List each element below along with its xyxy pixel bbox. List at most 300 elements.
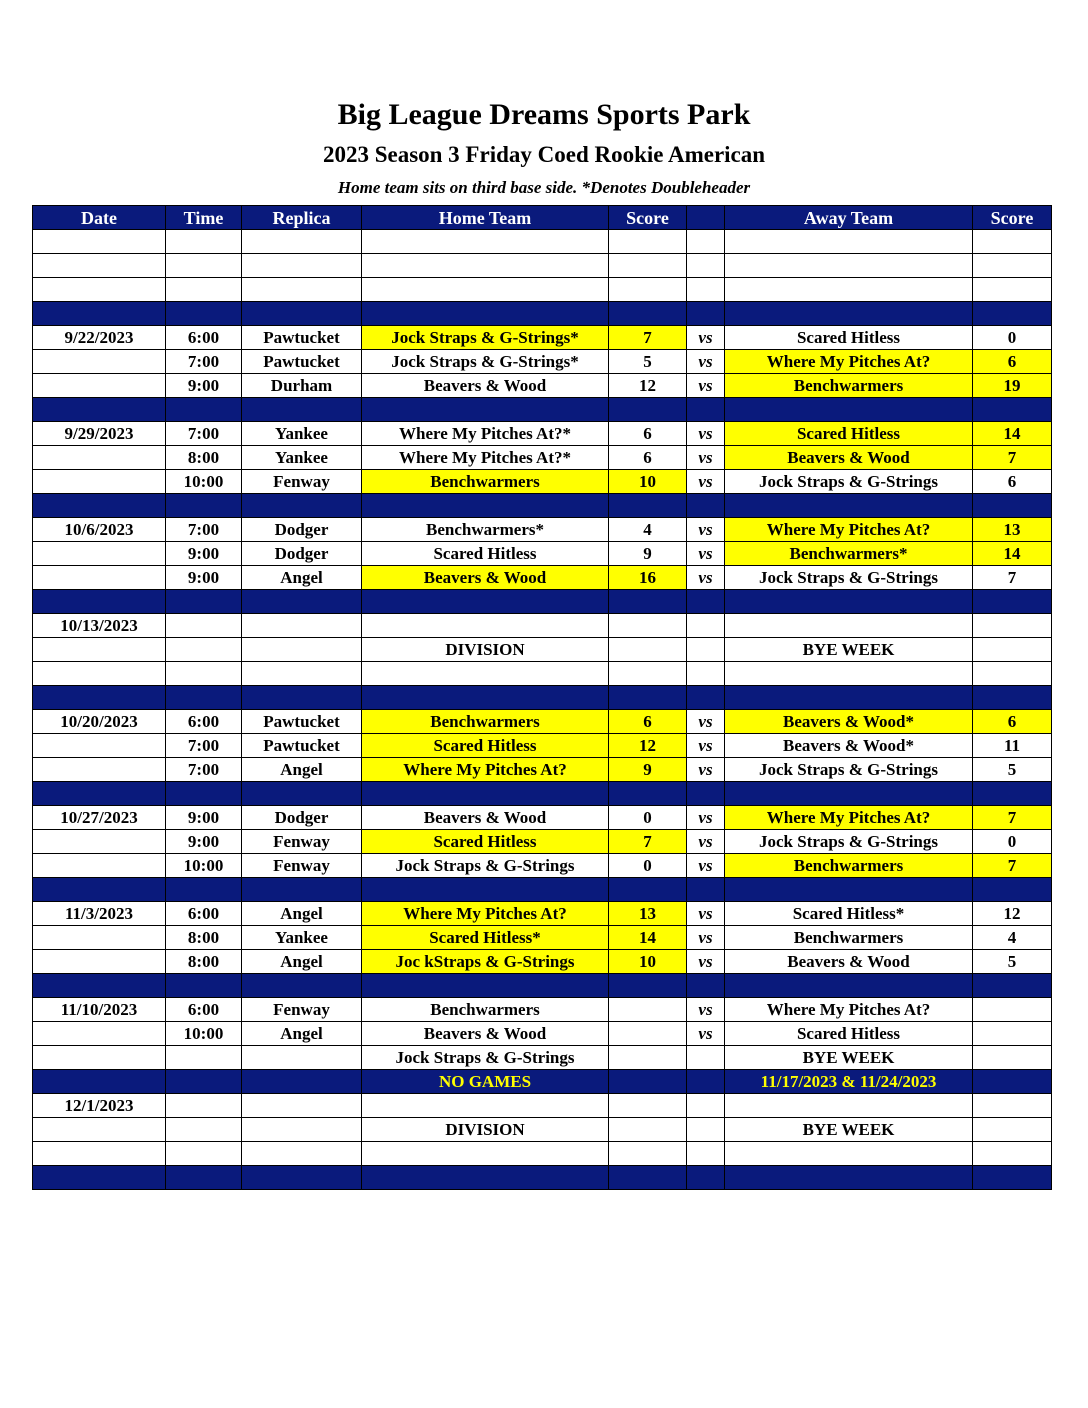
- game-row: [33, 1118, 1052, 1142]
- away-score-cell: [973, 1046, 1052, 1070]
- schedule-note: Home team sits on third base side. *Denotes Doubleheader: [337, 178, 751, 197]
- time-cell: 6:00: [166, 902, 242, 926]
- separator-home-score-cell: [609, 878, 687, 902]
- away-score-cell: 6: [973, 470, 1052, 494]
- schedule-body: [33, 230, 1052, 1190]
- blank-away-score-cell: [973, 230, 1052, 254]
- column-header-home-score: Score: [609, 206, 687, 230]
- home-score-cell: 7: [609, 326, 687, 350]
- away-team-cell: Jock Straps & G-Strings: [725, 566, 973, 590]
- away-score-cell: 4: [973, 926, 1052, 950]
- separator-row: [33, 974, 1052, 998]
- blank-home-score-cell: [609, 662, 687, 686]
- separator-away-team-cell: [725, 302, 973, 326]
- vs-cell: vs: [687, 998, 725, 1022]
- separator-row: [33, 590, 1052, 614]
- away-team-cell: Scared Hitless: [725, 422, 973, 446]
- separator-home-score-cell: [609, 782, 687, 806]
- separator-date-cell: [33, 878, 166, 902]
- away-team-cell: Beavers & Wood*: [725, 710, 973, 734]
- separator-away-score-cell: [973, 1166, 1052, 1190]
- date-cell: [33, 830, 166, 854]
- game-row: [33, 758, 1052, 782]
- home-team-cell: Benchwarmers: [362, 998, 609, 1022]
- away-team-cell: Jock Straps & G-Strings: [725, 830, 973, 854]
- separator-away-score-cell: [973, 398, 1052, 422]
- schedule-table: [32, 205, 1052, 1190]
- vs-cell: [687, 614, 725, 638]
- vs-cell: vs: [687, 326, 725, 350]
- blank-replica-cell: [242, 1142, 362, 1166]
- home-team-cell: Scared Hitless: [362, 542, 609, 566]
- date-cell: 10/13/2023: [33, 614, 166, 638]
- time-cell: 8:00: [166, 446, 242, 470]
- separator-home-score-cell: [609, 686, 687, 710]
- date-cell: 10/20/2023: [33, 710, 166, 734]
- game-row: [33, 326, 1052, 350]
- home-team-cell: Benchwarmers: [362, 710, 609, 734]
- separator-date-cell: [33, 302, 166, 326]
- separator-home-score-cell: [609, 1166, 687, 1190]
- blank-time-cell: [166, 662, 242, 686]
- date-cell: [33, 350, 166, 374]
- blank-date-cell: [33, 230, 166, 254]
- separator-home-team-cell: [362, 974, 609, 998]
- vs-cell: vs: [687, 830, 725, 854]
- home-score-cell: 9: [609, 542, 687, 566]
- blank-replica-cell: [242, 254, 362, 278]
- time-cell: 9:00: [166, 542, 242, 566]
- separator-time-cell: [166, 398, 242, 422]
- game-row: [33, 542, 1052, 566]
- home-team-cell: Jock Straps & G-Strings: [362, 854, 609, 878]
- blank-home-score-cell: [609, 230, 687, 254]
- game-row: [33, 806, 1052, 830]
- date-cell: [33, 950, 166, 974]
- away-score-cell: 14: [973, 542, 1052, 566]
- separator-row: [33, 782, 1052, 806]
- time-cell: 9:00: [166, 806, 242, 830]
- vs-cell: vs: [687, 734, 725, 758]
- separator-away-score-cell: [973, 494, 1052, 518]
- separator-vs-cell: [687, 782, 725, 806]
- home-score-cell: 10: [609, 470, 687, 494]
- blank-vs-cell: [687, 230, 725, 254]
- replica-cell: Pawtucket: [242, 326, 362, 350]
- separator-date-cell: [33, 398, 166, 422]
- time-cell: [166, 1118, 242, 1142]
- blank-home-team-cell: [362, 1142, 609, 1166]
- home-score-cell: 0: [609, 854, 687, 878]
- separator-replica-cell: [242, 494, 362, 518]
- game-row: [33, 446, 1052, 470]
- separator-date-cell: [33, 590, 166, 614]
- game-row: [33, 614, 1052, 638]
- separator-replica-cell: [242, 1166, 362, 1190]
- page-subtitle: 2023 Season 3 Friday Coed Rookie American: [322, 142, 766, 167]
- away-team-cell: Scared Hitless: [725, 326, 973, 350]
- blank-home-score-cell: [609, 1142, 687, 1166]
- game-row: [33, 926, 1052, 950]
- blank-date-cell: [33, 662, 166, 686]
- separator-away-team-cell: [725, 974, 973, 998]
- vs-cell: vs: [687, 446, 725, 470]
- column-header-away-score: Score: [973, 206, 1052, 230]
- date-cell: 9/22/2023: [33, 326, 166, 350]
- separator-vs-cell: [687, 590, 725, 614]
- date-cell: 10/6/2023: [33, 518, 166, 542]
- separator-away-score-cell: [973, 302, 1052, 326]
- away-score-cell: 7: [973, 806, 1052, 830]
- blank-replica-cell: [242, 230, 362, 254]
- time-cell: 9:00: [166, 374, 242, 398]
- separator-away-team-cell: 11/17/2023 & 11/24/2023: [725, 1070, 973, 1094]
- separator-home-team-cell: [362, 686, 609, 710]
- separator-date-cell: [33, 782, 166, 806]
- away-score-cell: 5: [973, 758, 1052, 782]
- replica-cell: Angel: [242, 1022, 362, 1046]
- away-score-cell: 7: [973, 446, 1052, 470]
- replica-cell: Dodger: [242, 806, 362, 830]
- home-team-cell: Scared Hitless: [362, 734, 609, 758]
- date-cell: [33, 758, 166, 782]
- separator-time-cell: [166, 1070, 242, 1094]
- replica-cell: Pawtucket: [242, 734, 362, 758]
- separator-away-score-cell: [973, 590, 1052, 614]
- home-team-cell: DIVISION: [362, 1118, 609, 1142]
- vs-cell: vs: [687, 374, 725, 398]
- date-cell: 11/3/2023: [33, 902, 166, 926]
- away-team-cell: [725, 614, 973, 638]
- home-team-cell: DIVISION: [362, 638, 609, 662]
- away-team-cell: Beavers & Wood: [725, 950, 973, 974]
- separator-away-team-cell: [725, 494, 973, 518]
- vs-cell: vs: [687, 542, 725, 566]
- separator-vs-cell: [687, 878, 725, 902]
- game-row: [33, 1022, 1052, 1046]
- separator-away-score-cell: [973, 686, 1052, 710]
- column-header-away-team: Away Team: [725, 206, 973, 230]
- time-cell: [166, 1046, 242, 1070]
- replica-cell: Fenway: [242, 998, 362, 1022]
- home-score-cell: 4: [609, 518, 687, 542]
- date-cell: [33, 1046, 166, 1070]
- home-score-cell: 6: [609, 446, 687, 470]
- replica-cell: Fenway: [242, 830, 362, 854]
- time-cell: 7:00: [166, 758, 242, 782]
- vs-cell: vs: [687, 950, 725, 974]
- blank-row: [33, 230, 1052, 254]
- away-score-cell: 5: [973, 950, 1052, 974]
- blank-home-score-cell: [609, 254, 687, 278]
- separator-away-team-cell: [725, 878, 973, 902]
- blank-vs-cell: [687, 278, 725, 302]
- separator-away-score-cell: [973, 878, 1052, 902]
- vs-cell: [687, 1118, 725, 1142]
- away-score-cell: 7: [973, 566, 1052, 590]
- away-score-cell: [973, 1118, 1052, 1142]
- time-cell: 8:00: [166, 926, 242, 950]
- vs-cell: vs: [687, 926, 725, 950]
- home-team-cell: Where My Pitches At?: [362, 902, 609, 926]
- game-row: [33, 734, 1052, 758]
- time-cell: 7:00: [166, 422, 242, 446]
- away-team-cell: Scared Hitless*: [725, 902, 973, 926]
- home-team-cell: Where My Pitches At?*: [362, 446, 609, 470]
- home-team-cell: Jock Straps & G-Strings*: [362, 326, 609, 350]
- separator-home-team-cell: [362, 590, 609, 614]
- game-row: [33, 470, 1052, 494]
- vs-cell: [687, 638, 725, 662]
- separator-away-team-cell: [725, 1166, 973, 1190]
- separator-replica-cell: [242, 878, 362, 902]
- blank-row: [33, 254, 1052, 278]
- home-score-cell: 16: [609, 566, 687, 590]
- home-team-cell: Where My Pitches At?: [362, 758, 609, 782]
- game-row: [33, 950, 1052, 974]
- away-score-cell: 13: [973, 518, 1052, 542]
- separator-replica-cell: [242, 398, 362, 422]
- separator-home-team-cell: NO GAMES: [362, 1070, 609, 1094]
- home-score-cell: 14: [609, 926, 687, 950]
- date-cell: 12/1/2023: [33, 1094, 166, 1118]
- date-cell: [33, 446, 166, 470]
- away-score-cell: [973, 1094, 1052, 1118]
- away-team-cell: Beavers & Wood: [725, 446, 973, 470]
- separator-vs-cell: [687, 398, 725, 422]
- separator-replica-cell: [242, 782, 362, 806]
- replica-cell: Angel: [242, 902, 362, 926]
- separator-replica-cell: [242, 590, 362, 614]
- away-score-cell: [973, 1022, 1052, 1046]
- blank-time-cell: [166, 230, 242, 254]
- separator-home-score-cell: [609, 974, 687, 998]
- home-score-cell: [609, 1022, 687, 1046]
- blank-vs-cell: [687, 1142, 725, 1166]
- home-score-cell: [609, 998, 687, 1022]
- separator-date-cell: [33, 1070, 166, 1094]
- blank-row: [33, 662, 1052, 686]
- separator-row: [33, 1166, 1052, 1190]
- blank-row: [33, 278, 1052, 302]
- date-cell: 10/27/2023: [33, 806, 166, 830]
- game-row: [33, 854, 1052, 878]
- home-team-cell: Beavers & Wood: [362, 806, 609, 830]
- separator-time-cell: [166, 1166, 242, 1190]
- header-row: [33, 206, 1052, 230]
- home-team-cell: Scared Hitless: [362, 830, 609, 854]
- separator-away-team-cell: [725, 782, 973, 806]
- separator-home-team-cell: [362, 878, 609, 902]
- away-score-cell: 0: [973, 830, 1052, 854]
- away-score-cell: 7: [973, 854, 1052, 878]
- game-row: [33, 1094, 1052, 1118]
- blank-vs-cell: [687, 254, 725, 278]
- blank-replica-cell: [242, 278, 362, 302]
- separator-time-cell: [166, 782, 242, 806]
- home-score-cell: [609, 1094, 687, 1118]
- separator-home-team-cell: [362, 302, 609, 326]
- home-score-cell: 10: [609, 950, 687, 974]
- home-team-cell: Where My Pitches At?*: [362, 422, 609, 446]
- away-team-cell: Where My Pitches At?: [725, 518, 973, 542]
- time-cell: 6:00: [166, 710, 242, 734]
- date-cell: 9/29/2023: [33, 422, 166, 446]
- column-header-time: Time: [166, 206, 242, 230]
- away-score-cell: 11: [973, 734, 1052, 758]
- blank-date-cell: [33, 254, 166, 278]
- away-score-cell: [973, 614, 1052, 638]
- replica-cell: Yankee: [242, 926, 362, 950]
- vs-cell: vs: [687, 710, 725, 734]
- away-score-cell: 6: [973, 710, 1052, 734]
- separator-home-team-cell: [362, 398, 609, 422]
- separator-date-cell: [33, 494, 166, 518]
- home-team-cell: Benchwarmers*: [362, 518, 609, 542]
- time-cell: 7:00: [166, 518, 242, 542]
- replica-cell: Angel: [242, 950, 362, 974]
- date-cell: [33, 638, 166, 662]
- separator-row: [33, 494, 1052, 518]
- vs-cell: [687, 1094, 725, 1118]
- vs-cell: vs: [687, 518, 725, 542]
- home-team-cell: Benchwarmers: [362, 470, 609, 494]
- time-cell: 8:00: [166, 950, 242, 974]
- vs-cell: vs: [687, 470, 725, 494]
- time-cell: 6:00: [166, 326, 242, 350]
- replica-cell: Fenway: [242, 470, 362, 494]
- away-team-cell: Where My Pitches At?: [725, 806, 973, 830]
- home-score-cell: [609, 614, 687, 638]
- home-team-cell: [362, 1094, 609, 1118]
- vs-cell: [687, 1046, 725, 1070]
- replica-cell: Durham: [242, 374, 362, 398]
- blank-away-team-cell: [725, 662, 973, 686]
- separator-home-team-cell: [362, 1166, 609, 1190]
- vs-cell: vs: [687, 758, 725, 782]
- game-row: [33, 710, 1052, 734]
- away-team-cell: Where My Pitches At?: [725, 350, 973, 374]
- away-team-cell: Benchwarmers: [725, 926, 973, 950]
- home-score-cell: [609, 638, 687, 662]
- separator-away-score-cell: [973, 1070, 1052, 1094]
- separator-away-score-cell: [973, 974, 1052, 998]
- replica-cell: [242, 1046, 362, 1070]
- home-score-cell: 7: [609, 830, 687, 854]
- replica-cell: Fenway: [242, 854, 362, 878]
- date-cell: [33, 926, 166, 950]
- home-team-cell: Jock Straps & G-Strings*: [362, 350, 609, 374]
- home-team-cell: Jock Straps & G-Strings: [362, 1046, 609, 1070]
- separator-vs-cell: [687, 974, 725, 998]
- separator-away-team-cell: [725, 590, 973, 614]
- time-cell: 7:00: [166, 350, 242, 374]
- time-cell: 6:00: [166, 998, 242, 1022]
- separator-date-cell: [33, 686, 166, 710]
- away-team-cell: Benchwarmers: [725, 854, 973, 878]
- separator-row: [33, 398, 1052, 422]
- date-cell: [33, 1118, 166, 1142]
- page-title: Big League Dreams Sports Park: [337, 98, 751, 131]
- separator-vs-cell: [687, 494, 725, 518]
- date-cell: [33, 470, 166, 494]
- separator-time-cell: [166, 590, 242, 614]
- home-score-cell: 0: [609, 806, 687, 830]
- game-row: [33, 998, 1052, 1022]
- separator-home-score-cell: [609, 1070, 687, 1094]
- game-row: [33, 374, 1052, 398]
- separator-time-cell: [166, 302, 242, 326]
- home-score-cell: 6: [609, 710, 687, 734]
- separator-home-team-cell: [362, 494, 609, 518]
- replica-cell: [242, 1118, 362, 1142]
- blank-away-team-cell: [725, 278, 973, 302]
- date-cell: 11/10/2023: [33, 998, 166, 1022]
- separator-home-score-cell: [609, 590, 687, 614]
- blank-time-cell: [166, 254, 242, 278]
- date-cell: [33, 734, 166, 758]
- game-row: [33, 350, 1052, 374]
- home-team-cell: Joc kStraps & G-Strings: [362, 950, 609, 974]
- home-score-cell: 12: [609, 734, 687, 758]
- replica-cell: Yankee: [242, 446, 362, 470]
- time-cell: [166, 614, 242, 638]
- blank-away-score-cell: [973, 254, 1052, 278]
- game-row: [33, 830, 1052, 854]
- separator-time-cell: [166, 686, 242, 710]
- away-team-cell: BYE WEEK: [725, 1046, 973, 1070]
- replica-cell: Angel: [242, 566, 362, 590]
- date-cell: [33, 1022, 166, 1046]
- away-team-cell: BYE WEEK: [725, 1118, 973, 1142]
- away-team-cell: Jock Straps & G-Strings: [725, 758, 973, 782]
- replica-cell: Angel: [242, 758, 362, 782]
- away-score-cell: 6: [973, 350, 1052, 374]
- blank-date-cell: [33, 278, 166, 302]
- separator-vs-cell: [687, 686, 725, 710]
- away-score-cell: [973, 998, 1052, 1022]
- vs-cell: vs: [687, 854, 725, 878]
- separator-home-score-cell: [609, 494, 687, 518]
- replica-cell: Dodger: [242, 518, 362, 542]
- away-score-cell: 0: [973, 326, 1052, 350]
- separator-time-cell: [166, 494, 242, 518]
- time-cell: 10:00: [166, 470, 242, 494]
- date-cell: [33, 374, 166, 398]
- blank-away-score-cell: [973, 662, 1052, 686]
- home-score-cell: 12: [609, 374, 687, 398]
- separator-replica-cell: [242, 1070, 362, 1094]
- blank-away-team-cell: [725, 230, 973, 254]
- blank-date-cell: [33, 1142, 166, 1166]
- separator-time-cell: [166, 974, 242, 998]
- blank-away-team-cell: [725, 254, 973, 278]
- separator-home-score-cell: [609, 302, 687, 326]
- home-team-cell: Beavers & Wood: [362, 1022, 609, 1046]
- blank-away-score-cell: [973, 278, 1052, 302]
- column-header-date: Date: [33, 206, 166, 230]
- time-cell: 7:00: [166, 734, 242, 758]
- away-score-cell: 14: [973, 422, 1052, 446]
- column-header-home-team: Home Team: [362, 206, 609, 230]
- separator-time-cell: [166, 878, 242, 902]
- separator-away-team-cell: [725, 686, 973, 710]
- blank-away-score-cell: [973, 1142, 1052, 1166]
- separator-vs-cell: [687, 1166, 725, 1190]
- date-cell: [33, 566, 166, 590]
- away-team-cell: Beavers & Wood*: [725, 734, 973, 758]
- vs-cell: vs: [687, 902, 725, 926]
